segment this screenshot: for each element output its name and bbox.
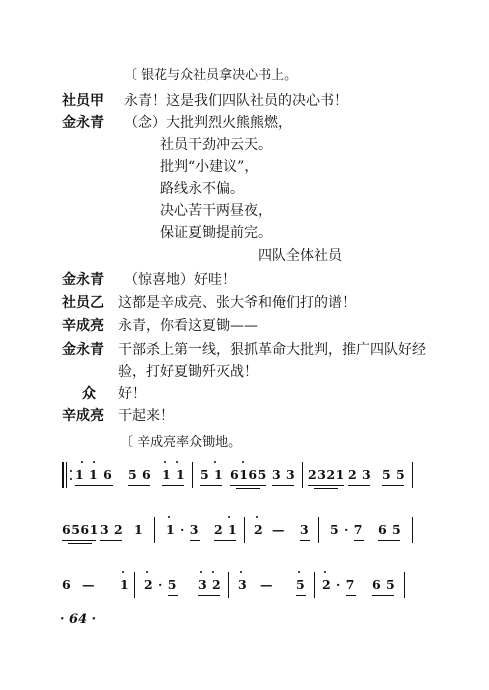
beam-line bbox=[372, 595, 394, 596]
speaker-label: 社员甲 bbox=[62, 93, 104, 109]
signature: 四队全体社员 bbox=[258, 248, 342, 264]
barline bbox=[318, 517, 319, 543]
note-group: 3 2 bbox=[198, 577, 222, 592]
note-group: 6165 bbox=[230, 467, 267, 482]
octave-dot bbox=[324, 571, 326, 573]
speaker-label: 众 bbox=[82, 386, 96, 402]
beam-line bbox=[272, 485, 294, 486]
beam-line bbox=[62, 540, 96, 541]
octave-dot bbox=[164, 461, 166, 463]
speaker-label: 社员乙 bbox=[62, 295, 104, 311]
note-group: 5 · 7 bbox=[330, 522, 363, 537]
dialogue-line: （念）大批判烈火熊熊燃， bbox=[124, 115, 292, 131]
note-group: 6 bbox=[62, 577, 72, 592]
beam-line bbox=[168, 595, 178, 596]
stage-direction-1: 〔 银花与众社员拿决心书上。 bbox=[124, 68, 298, 83]
octave-dot bbox=[240, 571, 242, 573]
barline bbox=[244, 517, 245, 543]
verse-line: 决心苦干两昼夜， bbox=[160, 203, 272, 219]
beam-line bbox=[236, 488, 260, 489]
note-group: 5 bbox=[296, 577, 306, 592]
note-group: 2321 bbox=[308, 467, 345, 482]
beam-line bbox=[128, 485, 150, 486]
beam-line bbox=[300, 540, 310, 541]
beam-line bbox=[75, 485, 113, 486]
note-group: 6 5 bbox=[372, 577, 396, 592]
beam-line bbox=[346, 595, 356, 596]
repeat-barline bbox=[66, 462, 67, 488]
note-group: 6 5 bbox=[378, 522, 402, 537]
beam-line bbox=[162, 485, 184, 486]
note-group: 1 bbox=[134, 522, 144, 537]
note-group: — bbox=[272, 522, 285, 537]
dialogue-line: 永青，你看这夏锄—— bbox=[118, 318, 258, 334]
octave-dot bbox=[168, 516, 170, 518]
note-group: 3 2 bbox=[100, 522, 124, 537]
octave-dot bbox=[200, 571, 202, 573]
note-group: 3 3 bbox=[272, 467, 296, 482]
beam-line bbox=[100, 540, 122, 541]
note-group: 2 · 7 bbox=[322, 577, 355, 592]
beam-line bbox=[382, 485, 404, 486]
note-group: 1 1 bbox=[162, 467, 186, 482]
beam-line bbox=[308, 485, 344, 486]
note-group: 1 1 6 bbox=[75, 467, 113, 482]
octave-dot bbox=[298, 571, 300, 573]
note-group: — bbox=[82, 577, 95, 592]
dialogue-line: 永青！这是我们四队社员的决心书！ bbox=[124, 93, 348, 109]
note-group: 1 bbox=[120, 577, 130, 592]
note-group: 3 bbox=[238, 577, 248, 592]
dialogue-line: 好！ bbox=[118, 386, 146, 402]
note-group: — bbox=[260, 577, 273, 592]
beam-line bbox=[378, 540, 400, 541]
speaker-label: 金永青 bbox=[62, 115, 104, 131]
barline bbox=[412, 517, 413, 543]
barline bbox=[412, 462, 413, 488]
verse-line: 路线永不偏。 bbox=[160, 181, 244, 197]
barline bbox=[314, 572, 315, 598]
octave-dot bbox=[146, 571, 148, 573]
beam-line bbox=[354, 540, 364, 541]
page-number: · 64 · bbox=[60, 612, 97, 627]
barline bbox=[228, 572, 229, 598]
barline bbox=[302, 462, 303, 488]
verse-line: 社员干劲冲云天。 bbox=[160, 137, 272, 153]
speaker-label: 辛成亮 bbox=[62, 318, 104, 334]
beam-line bbox=[348, 485, 370, 486]
beam-line bbox=[314, 488, 338, 489]
verse-line: 批判“小建议”， bbox=[160, 159, 259, 175]
dialogue-line: 验，打好夏锄歼灭战！ bbox=[118, 364, 258, 380]
beam-line bbox=[68, 543, 92, 544]
octave-dot bbox=[122, 571, 124, 573]
barline bbox=[154, 517, 155, 543]
note-group: 2 1 bbox=[214, 522, 238, 537]
stage-direction-2: 〔 辛成亮率众锄地。 bbox=[120, 435, 242, 450]
note-group: 5 6 bbox=[128, 467, 152, 482]
octave-dot bbox=[242, 461, 244, 463]
beam-line bbox=[198, 595, 220, 596]
verse-line: 保证夏锄提前完。 bbox=[160, 225, 272, 241]
note-group: 2 bbox=[254, 522, 264, 537]
octave-dot bbox=[81, 461, 83, 463]
note-group: 6561 bbox=[62, 522, 99, 537]
dialogue-line: （惊喜地）好哇！ bbox=[124, 272, 236, 288]
dialogue-line: 这都是辛成亮、张大爷和俺们打的谱！ bbox=[118, 295, 356, 311]
beam-line bbox=[200, 485, 222, 486]
barline bbox=[192, 462, 193, 488]
speaker-label: 金永青 bbox=[62, 342, 104, 358]
note-group: 3 bbox=[300, 522, 310, 537]
note-group: 2 3 bbox=[348, 467, 372, 482]
speaker-label: 金永青 bbox=[62, 272, 104, 288]
dialogue-line: 干起来！ bbox=[118, 408, 174, 424]
octave-dot bbox=[228, 516, 230, 518]
barline bbox=[134, 572, 135, 598]
beam-line bbox=[296, 595, 306, 596]
note-group: 2 · 5 bbox=[144, 577, 177, 592]
octave-dot bbox=[212, 571, 214, 573]
speaker-label: 辛成亮 bbox=[62, 408, 104, 424]
beam-line bbox=[190, 540, 200, 541]
note-group: 5 1 bbox=[200, 467, 224, 482]
octave-dot bbox=[256, 516, 258, 518]
repeat-barline bbox=[62, 462, 64, 488]
octave-dot bbox=[214, 461, 216, 463]
note-group: 5 5 bbox=[382, 467, 406, 482]
beam-line bbox=[214, 540, 236, 541]
note-group: 1 · 3 bbox=[166, 522, 199, 537]
barline bbox=[404, 572, 405, 598]
repeat-dot bbox=[70, 478, 72, 480]
beam-line bbox=[230, 485, 266, 486]
dialogue-line: 干部杀上第一线，狠抓革命大批判，推广四队好经 bbox=[118, 342, 426, 358]
octave-dot bbox=[93, 461, 95, 463]
octave-dot bbox=[176, 461, 178, 463]
repeat-dot bbox=[70, 470, 72, 472]
